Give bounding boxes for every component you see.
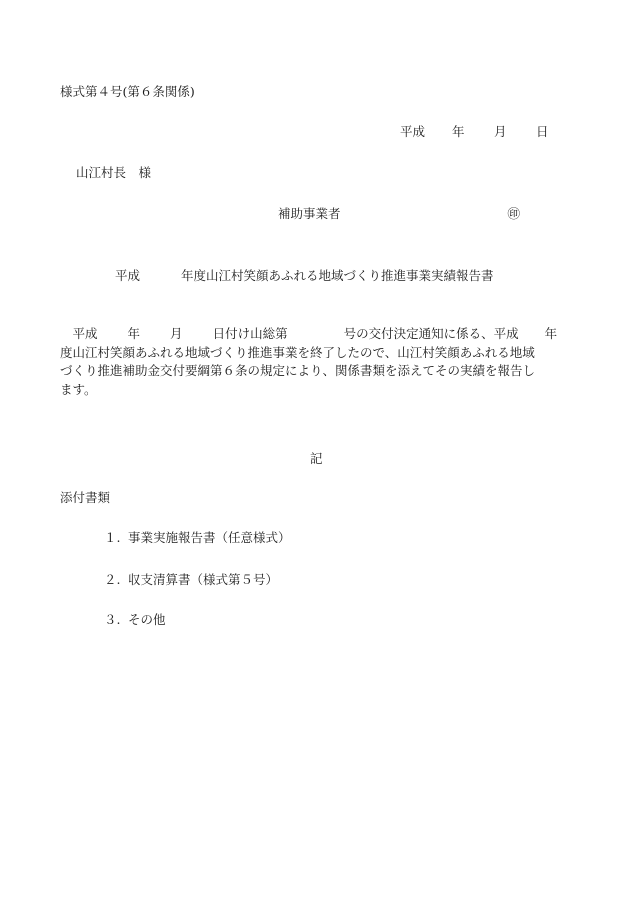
body-line-3: づくり推進補助金交付要綱第６条の規定により、関係書類を添えてその実績を報告し [60,363,536,378]
attachment-item [104,572,278,588]
seal-mark: ㊞ [507,206,520,221]
body-line-2: 度山江村笑顔あふれる地域づくり推進事業を終了したので、山江村笑顔あふれる地域 [60,344,535,360]
report-title [115,268,494,284]
attachment-text: 事業実施報告書（任意様式） [128,530,291,545]
body-year-unit: 年 [127,326,141,341]
attachment-number: ３. [104,612,121,627]
ki-heading: 記 [310,451,323,466]
date-line [400,124,549,140]
attachment-number: ２. [104,572,121,587]
form-number: 様式第４号(第６条関係) [60,84,195,99]
attachment-text: その他 [128,612,166,627]
report-body [60,325,575,399]
body-year-end: 年 [544,326,558,341]
date-day-unit: 日 [536,124,549,139]
report-title-era: 平成 [115,268,141,283]
applicant-label: 補助事業者 [278,206,341,221]
attachments-heading: 添付書類 [60,490,111,505]
attachment-text: 収支清算書（様式第５号） [128,572,279,587]
body-line-1 [60,325,575,344]
attachment-number: １. [104,530,121,545]
body-month-unit: 月 [170,326,183,341]
body-line-4: ます。 [60,381,97,397]
applicant-line [278,206,520,222]
body-dated: 日付け山総第 [212,326,288,341]
attachment-item [104,612,166,628]
body-era: 平成 [72,326,98,341]
date-era: 平成 [400,124,426,139]
date-year-unit: 年 [452,124,465,139]
date-month-unit: 月 [494,124,507,139]
addressee: 山江村長 様 [76,165,152,180]
body-rest: 号の交付決定通知に係る、平成 [343,326,519,341]
attachment-item [104,530,291,546]
report-title-text: 年度山江村笑顔あふれる地域づくり推進事業実績報告書 [181,268,494,283]
